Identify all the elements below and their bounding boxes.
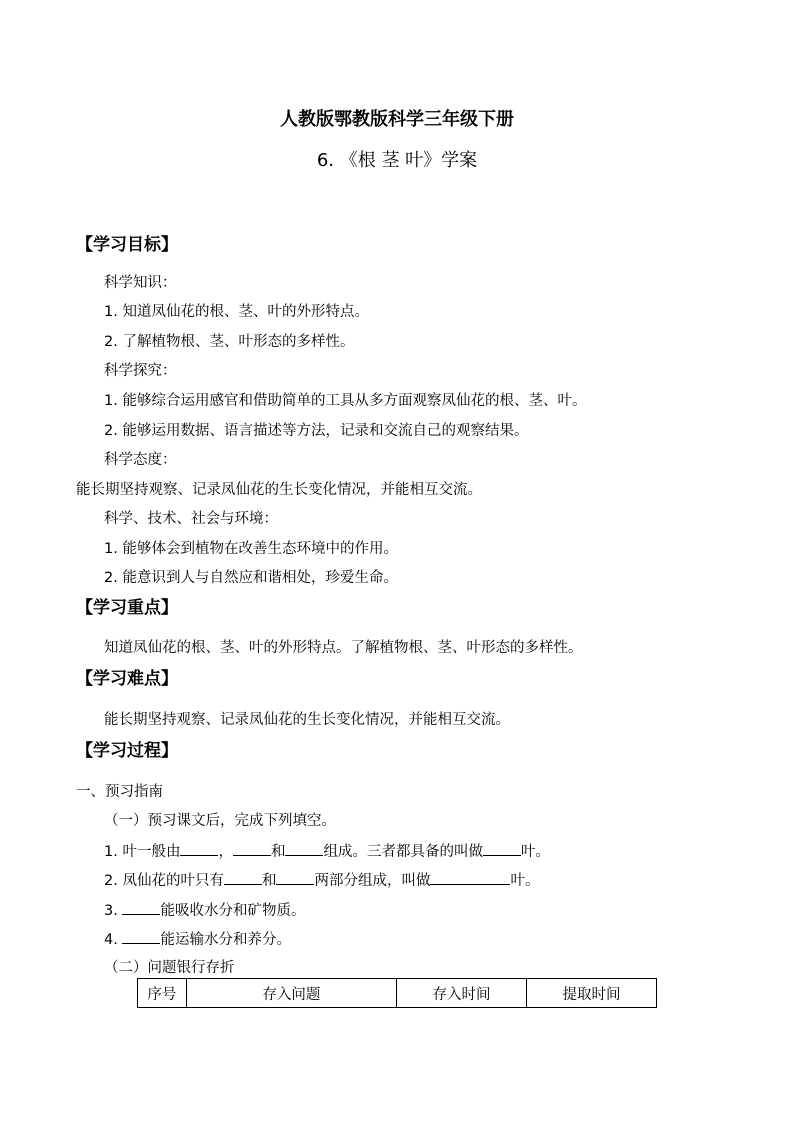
attitude-label: 科学态度：: [104, 452, 177, 468]
document-subtitle: 6. 《根 茎 叶》学案: [316, 150, 478, 171]
answer-blank[interactable]: [285, 841, 323, 856]
question-bank-heading: （二）问题银行存折: [104, 960, 235, 976]
inquiry-label: 科学探究：: [104, 363, 177, 379]
fill-blank-instruction: （一）预习课文后，完成下列填空。: [104, 813, 336, 829]
key-points-text: 知道凤仙花的根、茎、叶的外形特点。了解植物根、茎、叶形态的多样性。: [104, 640, 583, 656]
difficulties-text: 能长期坚持观察、记录凤仙花的生长变化情况，并能相互交流。: [104, 712, 510, 728]
key-points-heading: 【学习重点】: [76, 598, 178, 618]
knowledge-item-2: 2. 了解植物根、茎、叶形态的多样性。: [104, 334, 355, 350]
question-3: 3. 能吸收水分和矿物质。: [104, 900, 305, 921]
answer-blank[interactable]: [483, 841, 521, 856]
table-header-cell: 序号: [138, 979, 187, 1008]
sts-label: 科学、技术、社会与环境：: [104, 511, 278, 527]
sts-item-2: 2. 能意识到人与自然应和谐相处，珍爱生命。: [104, 570, 398, 586]
answer-blank[interactable]: [276, 870, 314, 885]
inquiry-item-1: 1. 能够综合运用感官和借助简单的工具从多方面观察凤仙花的根、茎、叶。: [104, 393, 587, 409]
question-bank-table: [137, 978, 657, 1008]
table-header-cell: 提取时间: [526, 979, 656, 1008]
answer-blank[interactable]: [122, 929, 160, 944]
attitude-text: 能长期坚持观察、记录凤仙花的生长变化情况，并能相互交流。: [76, 482, 482, 498]
answer-blank[interactable]: [233, 841, 271, 856]
answer-blank[interactable]: [180, 841, 218, 856]
table-header-cell: 存入时间: [396, 979, 526, 1008]
table-header-row: [138, 979, 657, 1008]
document-title: 人教版鄂教版科学三年级下册: [280, 109, 514, 130]
preview-guide-heading: 一、预习指南: [76, 784, 163, 800]
knowledge-item-1: 1. 知道凤仙花的根、茎、叶的外形特点。: [104, 304, 369, 320]
table-header-cell: 存入问题: [186, 979, 396, 1008]
goals-heading: 【学习目标】: [76, 235, 178, 255]
knowledge-label: 科学知识：: [104, 275, 177, 291]
sts-item-1: 1. 能够体会到植物在改善生态环境中的作用。: [104, 541, 398, 557]
question-1: 1. 叶一般由 ， 和 组成。三者都具备的叫做 叶。: [104, 841, 550, 862]
difficulties-heading: 【学习难点】: [76, 669, 178, 689]
inquiry-item-2: 2. 能够运用数据、语言描述等方法，记录和交流自己的观察结果。: [104, 423, 529, 439]
question-4: 4. 能运输水分和养分。: [104, 929, 291, 950]
answer-blank[interactable]: [224, 870, 262, 885]
process-heading: 【学习过程】: [76, 741, 178, 761]
answer-blank[interactable]: [122, 900, 160, 915]
answer-blank[interactable]: [430, 870, 510, 885]
question-2: 2. 凤仙花的叶只有 和 两部分组成，叫做 叶。: [104, 870, 539, 891]
